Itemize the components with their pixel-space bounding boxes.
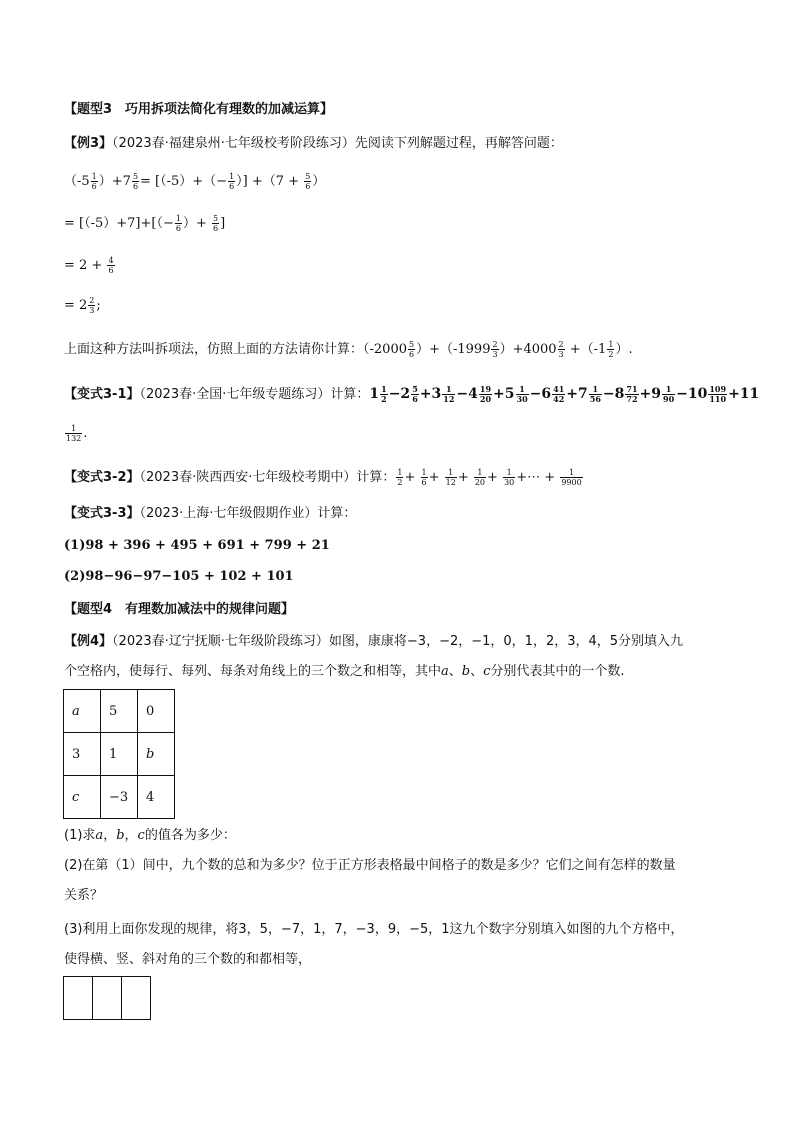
- example3-step3: = 2 + $\frac{4}{6}$: [64, 256, 114, 275]
- grid-cell: b: [138, 733, 175, 776]
- example4-label: 【例4】: [64, 634, 113, 649]
- empty-grid-cell: [93, 977, 122, 1020]
- variant3-3-q2: (2)98−96−97−105 + 102 + 101: [64, 569, 294, 584]
- example3-step4: = 2 $\frac{2}{3}$ ;: [64, 296, 101, 315]
- grid-cell: 3: [64, 733, 101, 776]
- empty-grid-row: [63, 976, 151, 1020]
- section4-header: 【题型4 有理数加减法中的规律问题】: [64, 602, 295, 617]
- example4-line1: 【例4】（2023春·辽宁抚顺·七年级阶段练习）如图，康康将−3，−2，−1，0，1，2，3，4，5分别填入九: [64, 634, 684, 649]
- grid-cell: 1: [101, 733, 138, 776]
- example3-source: （2023春·福建泉州·七年级校考阶段练习）: [112, 136, 355, 151]
- section3-header: 【题型3 巧用拆项法简化有理数的加减运算】: [64, 102, 334, 117]
- example4-line2: 个空格内，使每行、每列、每条对角线上的三个数之和相等，其中a、b、c分别代表其中的一个数.: [64, 664, 625, 679]
- example4-q3-line2: 使得横、竖、斜对角的三个数的和都相等，: [64, 952, 312, 967]
- grid-cell: 5: [101, 690, 138, 733]
- variant3-1-line: 【变式3-1】（2023春·全国·七年级专题练习）计算：1 $\frac{1}{2}$ −2 $\frac{5}{6}$ +3 $\frac{1}{12}$ −4 $\frac{19}{20}$ +5 $\frac{1}{30}$ −6 $\frac{41}{42}$ +7 $\frac{1}{56}$ −8 $\frac{71}{72}$ +9 $\frac{1}{90}$ −10 $\frac{109}{110}$ +11: [64, 383, 760, 404]
- variant3-1-tail: $\frac{1}{132}$ .: [66, 424, 88, 443]
- variant3-3-label: 【变式3-3】: [64, 506, 140, 521]
- grid-cell: −3: [101, 776, 138, 819]
- example3-prompt: 上面这种方法叫拆项法，仿照上面的方法请你计算：: [64, 342, 364, 357]
- variant3-3-line: 【变式3-3】（2023·上海·七年级假期作业）计算：: [64, 506, 357, 521]
- variant3-2-line: 【变式3-2】（2023春·陕西西安·七年级校考期中）计算： $\frac{1}{2}$ + $\frac{1}{6}$ + $\frac{1}{12}$ + $\frac{1}{20}$ + $\frac{1}{30}$ +⋯ + $\frac{1}{9900}$: [64, 468, 582, 487]
- grid-cell: 0: [138, 690, 175, 733]
- variant3-2-label: 【变式3-2】: [64, 470, 140, 485]
- example3-line: [64, 134, 563, 154]
- grid-cell: 4: [138, 776, 175, 819]
- variant3-1-label: 【变式3-1】: [64, 387, 140, 402]
- example3-label: 【例3】: [64, 136, 113, 151]
- grid-cell: a: [64, 690, 101, 733]
- magic-square-grid: [63, 689, 175, 819]
- empty-grid-cell: [64, 977, 93, 1020]
- empty-grid-cell: [122, 977, 151, 1020]
- grid-cell: c: [64, 776, 101, 819]
- example3-task: 上面这种方法叫拆项法，仿照上面的方法请你计算：（-2000 $\frac{5}{6}$ ）+（-1999 $\frac{2}{3}$ ）+4000 $\frac{2}{3}$ +（-1 $\frac{1}{2}$ ）.: [64, 340, 633, 359]
- example4-q2-line1: (2)在第（1）间中，九个数的总和为多少？位于正方形表格最中间格子的数是多少？它们之间有怎样的数量: [64, 858, 676, 873]
- example3-intro: 先阅读下列解题过程，再解答问题：: [354, 136, 563, 151]
- example4-q2-line2: 关系？: [64, 888, 104, 903]
- example3-step1: （-5 $\frac{1}{6}$ ）+7 $\frac{5}{6}$ = [（-5）+（− $\frac{1}{6}$ ）] +（7 + $\frac{5}{6}$ ）: [64, 172, 326, 191]
- example3-step2: = [（-5）+7]+[（− $\frac{1}{6}$ ）+ $\frac{5}{6}$ ]: [64, 214, 226, 233]
- example4-q1: (1)求a，b，c的值各为多少：: [64, 828, 236, 843]
- variant3-3-q1: (1)98 + 396 + 495 + 691 + 799 + 21: [64, 538, 330, 553]
- example4-q3-line1: (3)利用上面你发现的规律，将3，5，−7，1，7，−3，9，−5，1这九个数字分别填入如图的九个方格中，: [64, 922, 684, 937]
